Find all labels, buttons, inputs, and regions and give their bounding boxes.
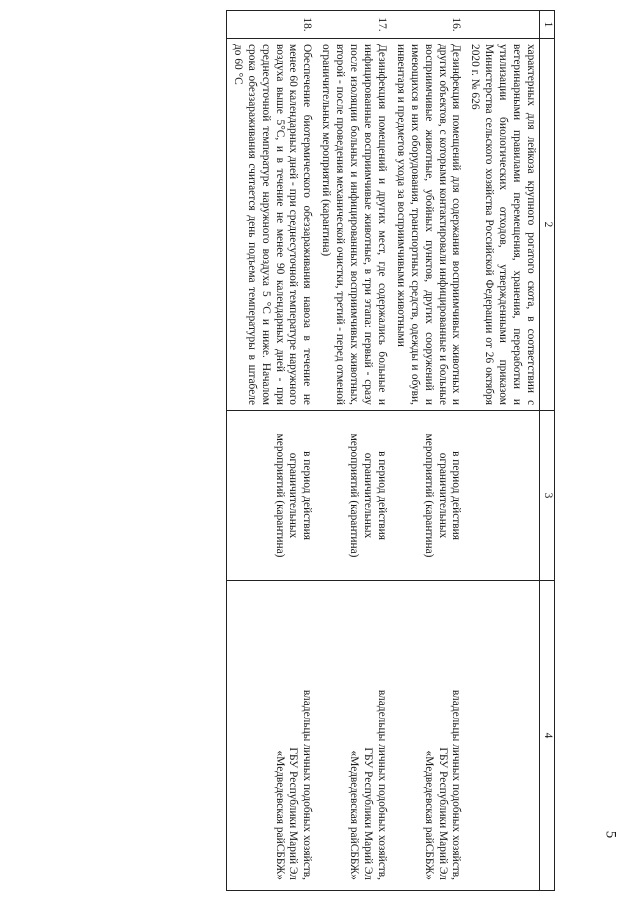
measure-responsible [315,581,390,891]
responsible-line: ГБУ Республики Марий Эл [287,747,300,880]
column-header-1: 1 [540,11,555,39]
measure-period [315,411,390,581]
table-row [315,11,390,891]
responsible-line: «Медведевская райСББЖ» [348,750,361,880]
measure-description: характерных для лейкоза крупного рогатого скота, в соответствии с ветеринарными правилами перемещения, хранения, переработки и утилизации биологических отходов, утвержденными приказом Министерства сельского хозяйства Российской Федерации от 26 октября 2020 г. № 626 [464,39,539,411]
row-number: 17. [315,11,390,39]
table-row [226,11,315,891]
period-line: в период действия ограничительных [287,451,314,540]
measure-description: Обеспечение биотермического обеззараживания навоза в течение не менее 60 календарных дней - при среднесуточной температуре наружного воздуха выше 5°С, и в течение не менее 90 календарных дней - при среднесуточной температуре наружного воздуха 5 °С и ниже. Началом срока обеззараживания считается день подъема температуры в штабеле до 60 °С [226,39,315,411]
column-header-3: 3 [540,411,555,581]
period-line: мероприятий (карантина) [273,433,286,558]
measure-period [390,411,465,581]
responsible-line: владельцы личных подобных хозяйств, [301,689,314,880]
period-line: мероприятий (карантина) [422,433,435,558]
measure-description: Дезинфекция помещений и других мест, где содержались больные и инфицированные восприимчивые животные, в три этапа: первый - сразу после изоляции больных и инфицированных восприимчивых животных, второй - после проведения механической очистки, третий - перед отменой ограничительных мероприятий (карантина) [315,39,390,411]
row-number: 18. [226,11,315,39]
responsible-line: владельцы личных подобных хозяйств, [375,689,388,880]
column-header-4: 4 [540,581,555,891]
responsible-line: владельцы личных подобных хозяйств, [450,689,463,880]
responsible-line: ГБУ Республики Марий Эл [362,747,375,880]
column-header-2: 2 [540,39,555,411]
column-header-row [540,11,555,891]
period-line: в период действия ограничительных [362,451,388,540]
responsible-line: ГБУ Республики Марий Эл [436,747,449,880]
responsible-line: «Медведевская райСББЖ» [422,750,435,880]
measure-responsible [390,581,465,891]
measure-responsible [226,581,315,891]
period-line: мероприятий (карантина) [348,433,361,558]
measure-description: Дезинфекция помещений для содержания восприимчивых животных и других объектов, с которыми контактировали инфицированные и больные восприимчивые животные, убойных пунктов, других сооружений и имеющихся в них оборудования, транспортных средств, одежды и обуви, инвентаря и предметов ухода за восприимчивыми животными [390,39,465,411]
period-line: в период действия ограничительных [436,451,463,540]
responsible-line: «Медведевская райСББЖ» [273,750,286,880]
table-row [390,11,465,891]
page-number: 5 [602,830,619,839]
measure-period [464,411,539,581]
row-number [464,11,539,39]
table-row [464,11,539,891]
measure-responsible [464,581,539,891]
row-number: 16. [390,11,465,39]
measures-table [35,10,555,890]
measure-period [226,411,315,581]
